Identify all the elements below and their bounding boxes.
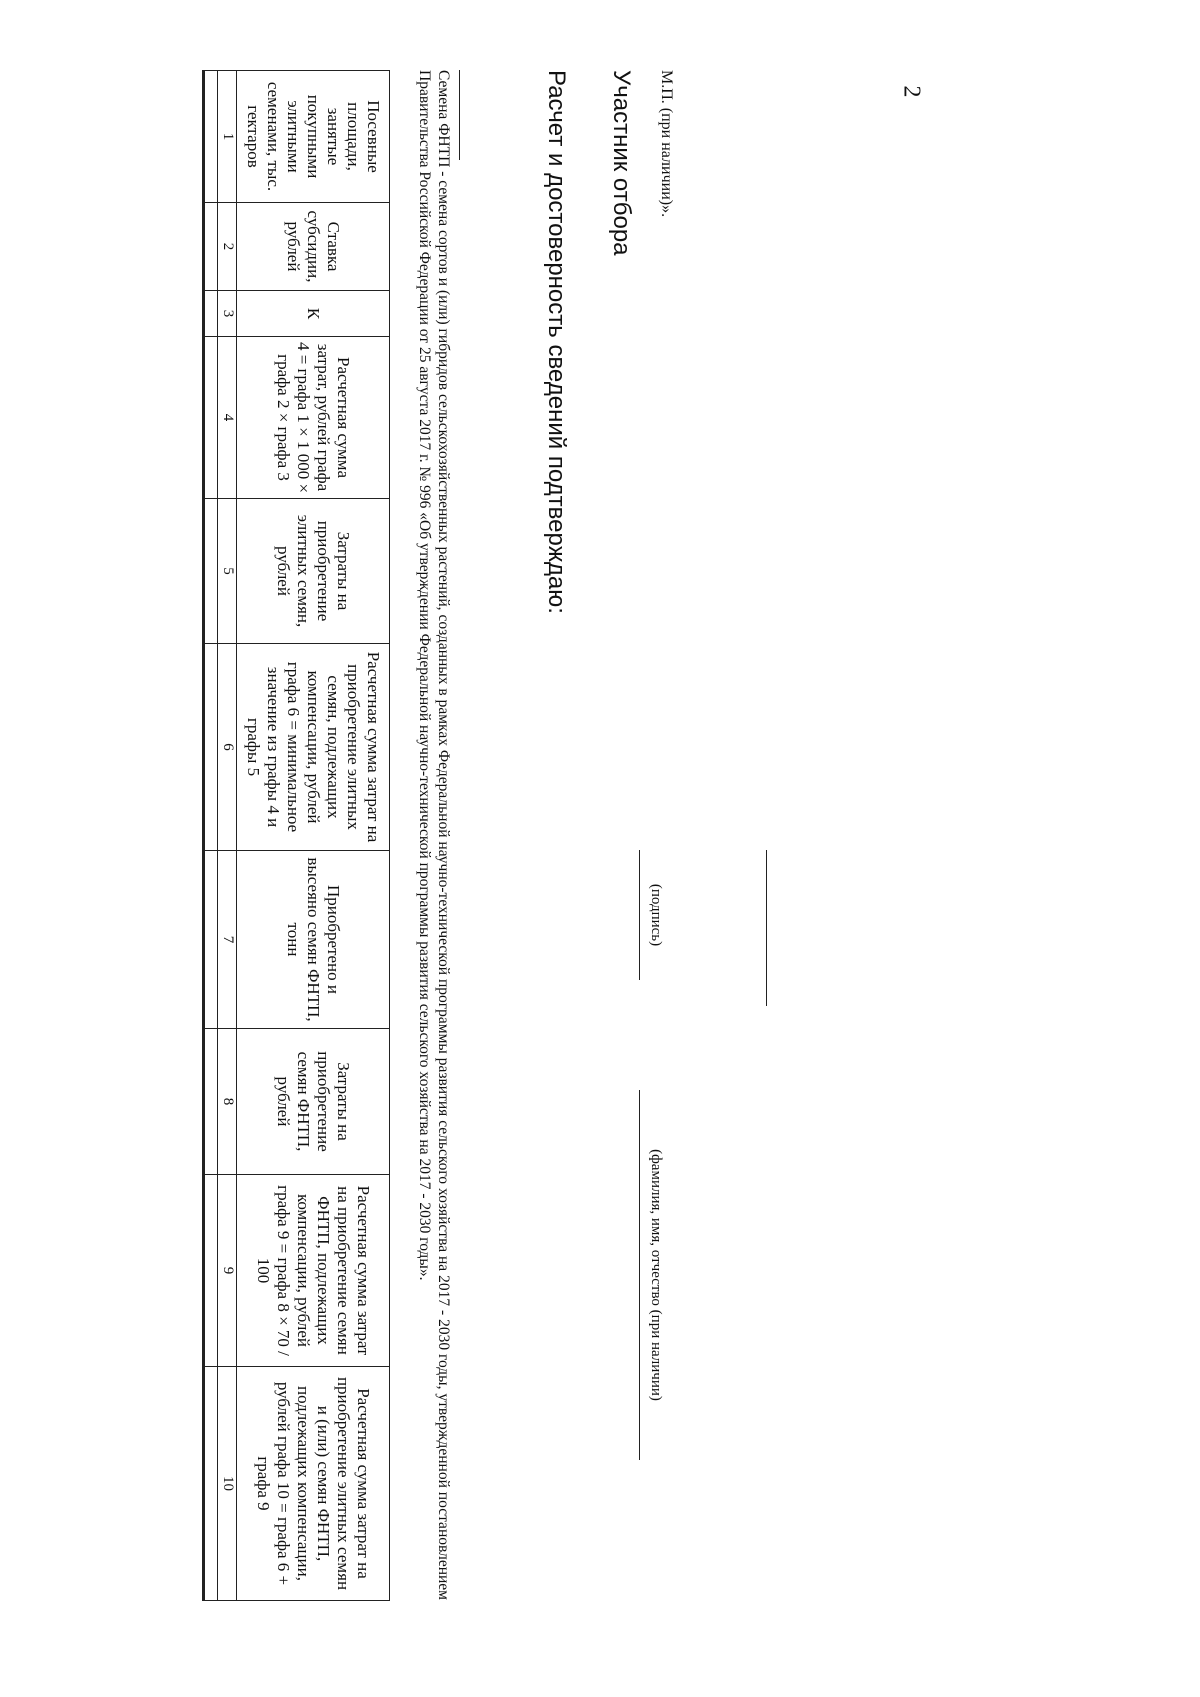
table-cell	[204, 644, 218, 851]
column-number-row	[218, 71, 237, 1601]
column-number: 10	[218, 1367, 237, 1601]
column-number: 1	[218, 71, 237, 203]
footnote-separator	[459, 70, 460, 160]
rotated-page-content	[20, 70, 1120, 1670]
column-header: Расчетная сумма затрат на приобретение элитных семян и (или) семян ФНТП, подлежащих компенсации, рублей графа 10 = графа 6 + графа 9	[237, 1367, 390, 1601]
table-cell	[204, 337, 218, 499]
table-cell	[204, 499, 218, 644]
table-cell	[204, 291, 218, 337]
column-number: 9	[218, 1175, 237, 1367]
stamp-note: М.П. (при наличии)».	[658, 70, 675, 218]
column-header: Расчетная сумма затрат на приобретение элитных семян, подлежащих компенсации, рублей графа 6 = минимальное значение из графы 4 и графы 5	[237, 644, 390, 851]
stray-underline	[766, 850, 767, 1006]
table-header-row	[237, 71, 390, 1601]
column-header: Ставка субсидии, рублей	[237, 203, 390, 291]
column-number: 4	[218, 337, 237, 499]
column-number: 6	[218, 644, 237, 851]
participant-label: Участник отбора	[608, 70, 635, 256]
footnote: Семена ФНТП - семена сортов и (или) гибридов сельскохозяйственных растений, созданных в рамках Федеральной научно-технической программы развития сельского хозяйства на 2017 - 2030 годы, утвержденной постановлением Правительства Российской Федерации от 25 августа 2017 г. № 996 «Об утверждении Федеральной научно-технической программы развития сельского хозяйства на 2017 - 2030 годы».	[415, 70, 452, 1600]
column-header: Приобретено и высеяно семян ФНТП, тонн	[237, 851, 390, 1029]
column-number: 8	[218, 1029, 237, 1175]
table-cell	[204, 1029, 218, 1175]
name-line	[639, 1090, 640, 1460]
confirmation-statement: Расчет и достоверность сведений подтверждаю:	[543, 70, 570, 614]
calculation-table-wrapper	[202, 70, 390, 1600]
column-number: 5	[218, 499, 237, 644]
column-number: 3	[218, 291, 237, 337]
signature-line	[639, 850, 640, 980]
calculation-table	[202, 70, 390, 1601]
empty-data-row	[204, 71, 218, 1601]
column-header: Посевные площади, занятые покупными элитными семенами, тыс. гектаров	[237, 71, 390, 203]
table-cell	[204, 851, 218, 1029]
column-number: 7	[218, 851, 237, 1029]
table-cell	[204, 203, 218, 291]
name-caption: (фамилия, имя, отчество (при наличии)	[648, 1149, 664, 1401]
column-header: Расчетная сумма затрат, рублей графа 4 = графа 1 × 1 000 × графа 2 × графа 3	[237, 337, 390, 499]
page-number: 2	[898, 85, 925, 98]
column-header: Затраты на приобретение семян ФНТП, рублей	[237, 1029, 390, 1175]
column-header: Затраты на приобретение элитных семян, рублей	[237, 499, 390, 644]
table-cell	[204, 1367, 218, 1601]
signature-caption: (подпись)	[648, 883, 664, 947]
column-header: К	[237, 291, 390, 337]
column-header: Расчетная сумма затрат на приобретение семян ФНТП, подлежащих компенсации, рублей графа 9 = графа 8 × 70 / 100	[237, 1175, 390, 1367]
table-cell	[204, 71, 218, 203]
column-number: 2	[218, 203, 237, 291]
table-cell	[204, 1175, 218, 1367]
